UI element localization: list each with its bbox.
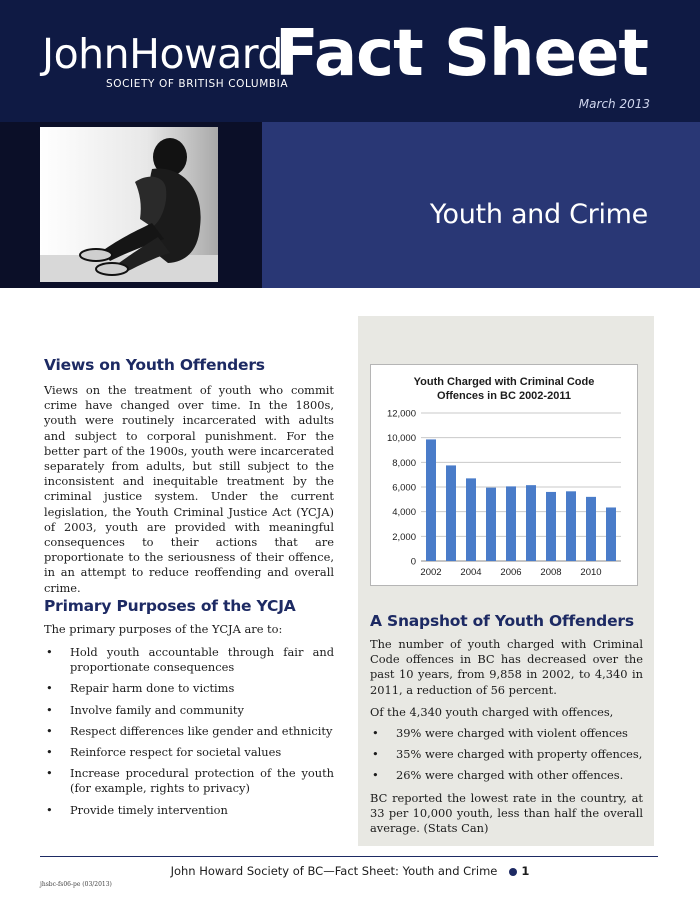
bullet-icon: • (46, 702, 53, 717)
bar-2002 (426, 439, 436, 561)
document-code: jhsbc-fs06-pe (03/2013) (40, 881, 112, 888)
purposes-heading: Primary Purposes of the YCJA (44, 597, 296, 615)
purposes-list (44, 645, 334, 824)
y-tick-label: 6,000 (392, 482, 416, 494)
bullet-icon: • (46, 766, 53, 781)
y-tick-label: 4,000 (392, 507, 416, 519)
list-item: • Involve family and community (46, 702, 244, 717)
bullet-icon: • (46, 802, 53, 817)
banner-title: Youth and Crime (429, 199, 648, 230)
bullet-icon: • (46, 681, 53, 696)
bullet-icon: • (372, 768, 379, 783)
bar-2004 (466, 478, 476, 561)
snapshot-paragraph-1: The number of youth charged with Criminal Code offences in BC has decreased over the past 10 years, from 9,858 in 2002, to 4,340 in 2011, a reduction of 56 percent. (370, 637, 643, 697)
snapshot-heading: A Snapshot of Youth Offenders (370, 612, 634, 630)
snapshot-sidebar (358, 316, 654, 846)
chart-container (370, 364, 638, 586)
bullet-icon: • (46, 745, 53, 760)
page-number: 1 (521, 864, 530, 878)
doc-type-title: Fact Sheet (274, 17, 648, 91)
chart-title: Youth Charged with Criminal Code (413, 376, 595, 388)
sad-youth-photo (40, 127, 218, 282)
list-item: • Reinforce respect for societal values (46, 745, 282, 760)
page-dot-icon (509, 868, 517, 876)
list-item: • Repair harm done to victims (46, 681, 235, 696)
chart-title: Offences in BC 2002-2011 (437, 390, 571, 402)
bar-2003 (446, 465, 456, 561)
org-logo-name: JohnHoward (42, 30, 283, 78)
list-item: • Increase procedural protection of the youth (for example, rights to privacy) (46, 766, 334, 796)
y-tick-label: 10,000 (386, 433, 416, 445)
list-item: • 35% were charged with property offences, (372, 747, 643, 762)
bullet-icon: • (46, 723, 53, 738)
list-item: • 26% were charged with other offences. (372, 768, 624, 783)
doc-date: March 2013 (578, 97, 650, 111)
y-tick-label: 0 (410, 556, 416, 568)
list-item: • 39% were charged with violent offences (372, 726, 628, 740)
y-tick-label: 8,000 (392, 457, 416, 469)
views-paragraph: Views on the treatment of youth who commit crime have changed over time. In the 1800s, youth were routinely incarcerated with adults and subject to corporal punishment. For the better part of the 1900s, youth were incarcerated separately from adults, but still subject to the inconsistent and inequitable treatment by the criminal justice system. Under the current legislation, the Youth Criminal Justice Act (YCJA) of 2003, youth are provided with meaningful consequences to their actions that are proportionate to the seriousness of their offence, in an attempt to reduce reoffending and overall crime. (44, 383, 334, 595)
bullet-icon: • (46, 645, 53, 659)
bar-2005 (486, 488, 496, 561)
snapshot-paragraph-2: Of the 4,340 youth charged with offences, (370, 705, 614, 719)
footer (0, 864, 700, 878)
bar-2006 (506, 486, 516, 561)
y-tick-label: 12,000 (386, 408, 416, 420)
bullet-icon: • (372, 726, 379, 740)
list-item: • Respect differences like gender and ethnicity (46, 723, 333, 738)
y-tick-label: 2,000 (392, 531, 416, 543)
x-tick-label: 2002 (420, 567, 442, 578)
list-item: • Provide timely intervention (46, 802, 228, 817)
x-tick-label: 2008 (540, 567, 562, 578)
purposes-intro: The primary purposes of the YCJA are to: (44, 622, 283, 636)
bar-2010 (586, 497, 596, 561)
snapshot-paragraph-3: BC reported the lowest rate in the country, at 33 per 10,000 youth, less than half the overall average. (Stats Can) (370, 791, 643, 836)
bar-2009 (566, 491, 576, 561)
views-heading: Views on Youth Offenders (44, 356, 265, 374)
bar-2007 (526, 485, 536, 561)
bullet-icon: • (372, 747, 379, 762)
photo-panel (0, 122, 262, 288)
header-band (0, 0, 700, 122)
x-tick-label: 2006 (500, 567, 522, 578)
snapshot-list (370, 726, 643, 790)
bar-2011 (606, 507, 616, 561)
x-tick-label: 2010 (580, 567, 602, 578)
org-logo-subtitle: SOCIETY OF BRITISH COLUMBIA (106, 78, 289, 90)
footer-text: John Howard Society of BC—Fact Sheet: Youth and Crime (170, 864, 498, 878)
title-banner (0, 122, 700, 288)
sad-youth-illustration (40, 127, 218, 282)
bar-2008 (546, 492, 556, 561)
list-item: • Hold youth accountable through fair and proportionate consequences (46, 645, 334, 675)
youth-charged-bar-chart (371, 365, 637, 585)
footer-rule (40, 856, 658, 857)
x-tick-label: 2004 (460, 567, 482, 578)
